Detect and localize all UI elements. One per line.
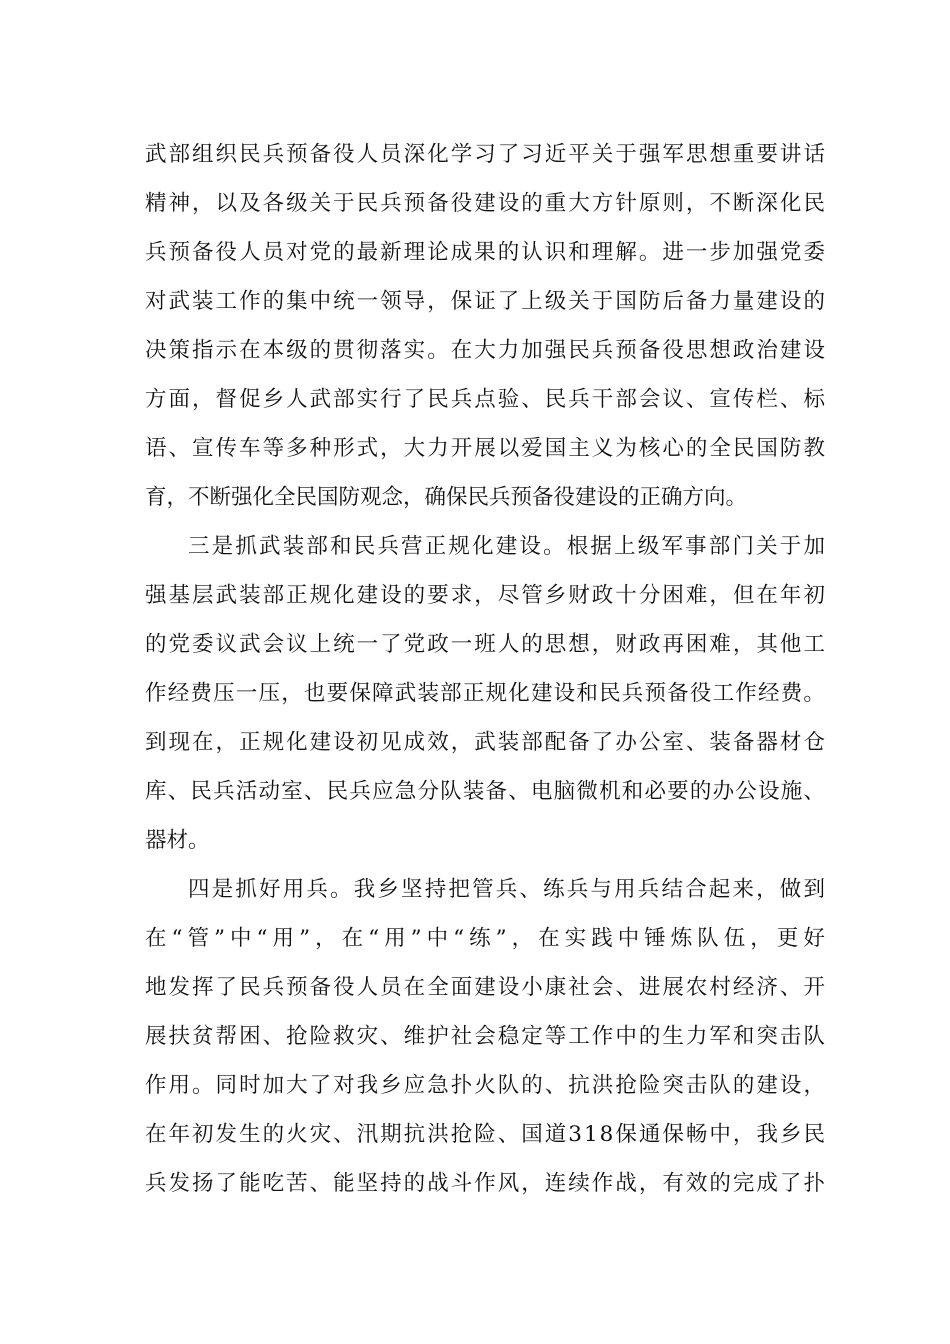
text-line: 决 策 指 示 在 本 级 的 贯 彻 落 实 。 在 大 力 加 强 民 兵 预 备 役 思 想 政 治 建 设 — [145, 338, 825, 363]
text-line: 地 发 挥 了 民 兵 预 备 役 人 员 在 全 面 建 设 小 康 社 会 、 进 展 农 村 经 济 、 开 — [145, 975, 825, 1000]
text-line: 兵 发 扬 了 能 吃 苦 、 能 坚 持 的 战 斗 作 风 ， 连 续 作 战 ， 有 效 的 完 成 了 扑 — [145, 1171, 825, 1196]
text-line: 语 、 宣 传 车 等 多 种 形 式 ， 大 力 开 展 以 爱 国 主 义 为 核 心 的 全 民 国 防 教 — [145, 436, 825, 461]
text-line: 库 、 民 兵 活 动 室 、 民 兵 应 急 分 队 装 备 、 电 脑 微 机 和 必 要 的 办 公 设 施 、 — [145, 779, 825, 804]
document-body — [145, 130, 825, 1208]
text-line: 对 武 装 工 作 的 集 中 统 一 领 导 ， 保 证 了 上 级 关 于 国 防 后 备 力 量 建 设 的 — [145, 289, 825, 314]
paragraph-1 — [145, 130, 825, 522]
text-line: 器材。 — [145, 828, 210, 853]
text-line: 三 是 抓 武 装 部 和 民 兵 营 正 规 化 建 设 。 根 据 上 级 军 事 部 门 关 于 加 — [188, 534, 825, 559]
text-line: 育，不断强化全民国防观念，确保民兵预备役建设的正确方向。 — [145, 485, 748, 510]
text-line: 的 党 委 议 武 会 议 上 统 一 了 党 政 一 班 人 的 思 想 ， 财 政 再 困 难 ， 其 他 工 — [145, 632, 825, 657]
text-line: 兵 预 备 役 人 员 对 党 的 最 新 理 论 成 果 的 认 识 和 理 解 。 进 一 步 加 强 党 委 — [145, 240, 825, 265]
text-line: 四 是 抓 好 用 兵 。 我 乡 坚 持 把 管 兵 、 练 兵 与 用 兵 结 合 起 来 ， 做 到 — [188, 877, 825, 902]
text-line: 在 年 初 发 生 的 火 灾 、 汛 期 抗 洪 抢 险 、 国 道 3 1 8 保 通 保 畅 中 ， 我 乡 民 — [145, 1122, 825, 1147]
text-line: 到 现 在 ， 正 规 化 建 设 初 见 成 效 ， 武 装 部 配 备 了 办 公 室 、 装 备 器 材 仓 — [145, 730, 825, 755]
text-line: 强 基 层 武 装 部 正 规 化 建 设 的 要 求 ， 尽 管 乡 财 政 十 分 困 难 ， 但 在 年 初 — [145, 583, 825, 608]
text-line: 作 用 。 同 时 加 大 了 对 我 乡 应 急 扑 火 队 的 、 抗 洪 抢 险 突 击 队 的 建 设 ， — [145, 1073, 825, 1098]
text-line: 展 扶 贫 帮 困 、 抢 险 救 灾 、 维 护 社 会 稳 定 等 工 作 中 的 生 力 军 和 突 击 队 — [145, 1024, 825, 1049]
paragraph-3 — [145, 865, 825, 1208]
text-line: 精 神 ， 以 及 各 级 关 于 民 兵 预 备 役 建 设 的 重 大 方 针 原 则 ， 不 断 深 化 民 — [145, 191, 825, 216]
text-line: 在 “ 管 ” 中 “ 用 ” ， 在 “ 用 ” 中 “ 练 ” ， 在 实 践 中 锤 炼 队 伍 ， 更 好 — [145, 926, 825, 951]
text-line: 武 部 组 织 民 兵 预 备 役 人 员 深 化 学 习 了 习 近 平 关 于 强 军 思 想 重 要 讲 话 — [145, 142, 825, 167]
text-line: 作 经 费 压 一 压 ， 也 要 保 障 武 装 部 正 规 化 建 设 和 民 兵 预 备 役 工 作 经 费 。 — [145, 681, 825, 706]
text-line: 方 面 ， 督 促 乡 人 武 部 实 行 了 民 兵 点 验 、 民 兵 干 部 会 议 、 宣 传 栏 、 标 — [145, 387, 825, 412]
paragraph-2 — [145, 522, 825, 865]
